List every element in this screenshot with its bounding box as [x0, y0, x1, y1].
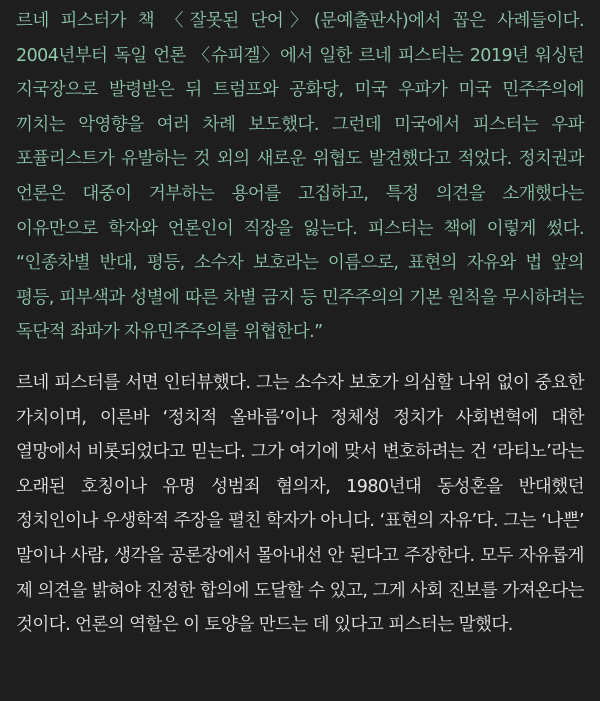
article-paragraph-highlighted: 르네 피스터가 책 〈잘못된 단어〉(문예출판사)에서 꼽은 사례들이다. 2004년부터 독일 언론 〈슈피겔〉에서 일한 르네 피스터는 2019년 워싱턴 지국장으로 발령받은 뒤 트럼프와 공화당, 미국 우파가 미국 민주주의에 끼치는 악영향을 여러 차례 보도했다. 그런데 미국에서 피스터는 우파 포퓰리스트가 유발하는 것 외의 새로운 위협도 발견했다고 적었다. 정치권과 언론은 대중이 거부하는 용어를 고집하고, 특정 의견을 소개했다는 이유만으로 학자와 언론인이 직장을 잃는다. 피스터는 책에 이렇게 썼다. “인종차별 반대, 평등, 소수자 보호라는 이름으로, 표현의 자유와 법 앞의 평등, 피부색과 성별에 따른 차별 금지 등 민주주의의 기본 원칙을 무시하려는 독단적 좌파가 자유민주주의를 위협한다.” — [16, 11, 584, 343]
article-paragraph: 르네 피스터를 서면 인터뷰했다. 그는 소수자 보호가 의심할 나위 없이 중요한 가치이며, 이른바 ‘정치적 올바름’이나 정체성 정치가 사회변혁에 대한 열망에서 비롯되었다고 믿는다. 그가 여기에 맞서 변호하려는 건 ‘라티노’라는 오래된 호칭이나 유명 성범죄 혐의자, 1980년대 동성혼을 반대했던 정치인이나 우생학적 주장을 펼친 학자가 아니다. ‘표현의 자유’다. 그는 ‘나쁜’ 말이나 사람, 생각을 공론장에서 몰아내선 안 된다고 주장한다. 모두 자유롭게 제 의견을 밝혀야 진정한 합의에 도달할 수 있고, 그게 사회 진보를 가져온다는 것이다. 언론의 역할은 이 토양을 만드는 데 있다고 피스터는 말했다. — [16, 372, 584, 636]
